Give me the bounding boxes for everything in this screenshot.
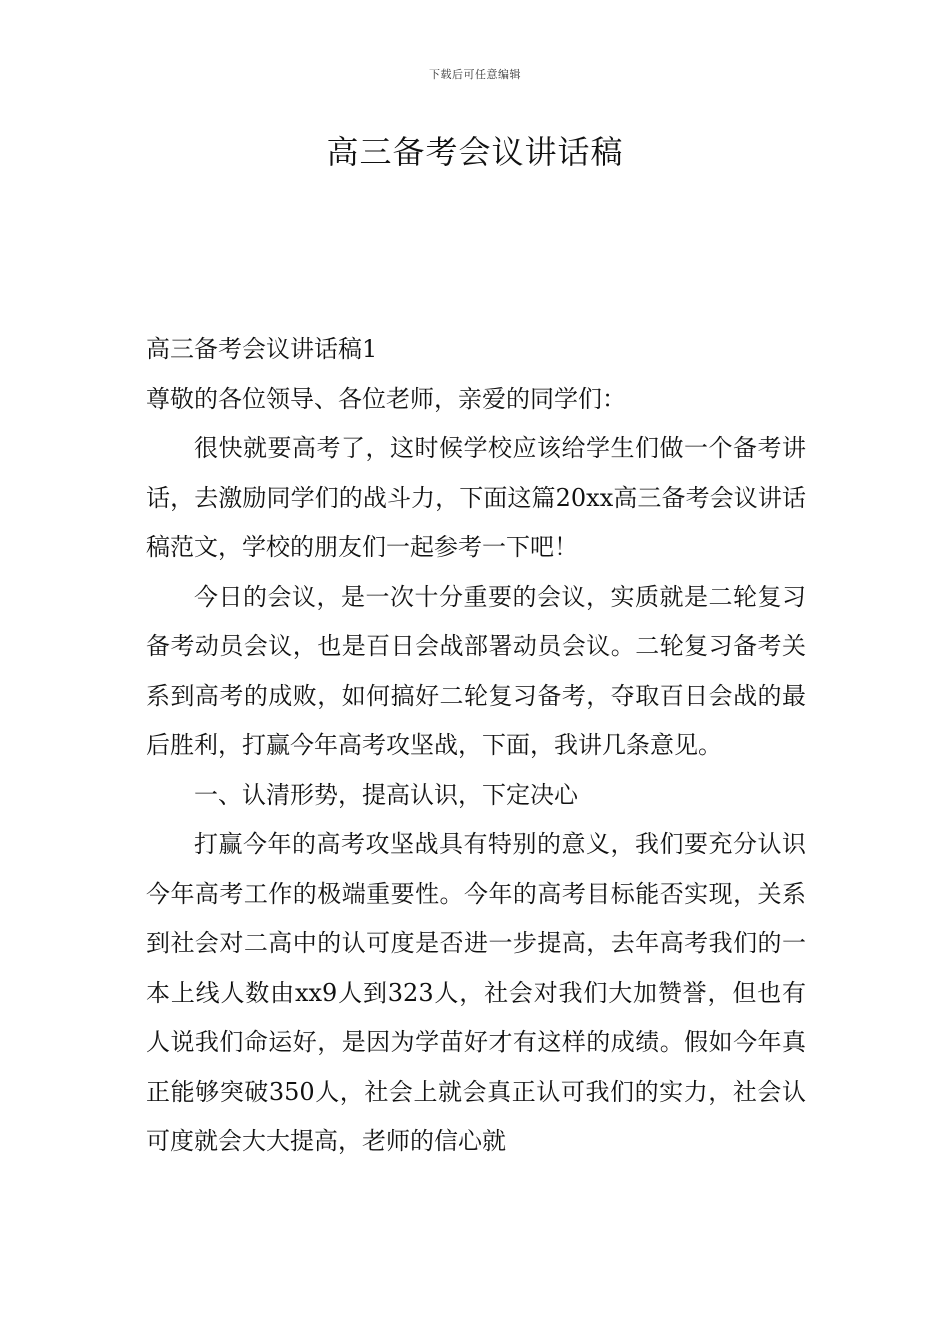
paragraph-meeting: 今日的会议，是一次十分重要的会议，实质就是二轮复习备考动员会议，也是百日会战部署动员会议。二轮复习备考关系到高考的成败，如何搞好二轮复习备考，夺取百日会战的最后胜利，打赢今年高考攻坚战，下面，我讲几条意见。 (146, 582, 806, 759)
paragraph-significance: 打赢今年的高考攻坚战具有特别的意义，我们要充分认识今年高考工作的极端重要性。今年的高考目标能否实现，关系到社会对二高中的认可度是否进一步提高，去年高考我们的一本上线人数由xx9人到323人，社会对我们大加赞誉，但也有人说我们命运好，是因为学苗好才有这样的成绩。假如今年真正能够突破350人，社会上就会真正认可我们的实力，社会认可度就会大大提高，老师的信心就 (146, 830, 806, 1155)
salutation: 尊敬的各位领导、各位老师，亲爱的同学们： (146, 384, 626, 413)
document-title: 高三备考会议讲话稿 (326, 133, 624, 171)
header-note: 下载后可任意编辑 (429, 68, 521, 81)
document-body (146, 325, 806, 1167)
paragraph-intro: 很快就要高考了，这时候学校应该给学生们做一个备考讲话，去激励同学们的战斗力，下面这篇20xx高三备考会议讲话稿范文，学校的朋友们一起参考一下吧！ (146, 434, 806, 561)
section-heading-one: 一、认清形势，提高认识，下定决心 (194, 780, 578, 809)
section-title: 高三备考会议讲话稿1 (146, 335, 378, 363)
